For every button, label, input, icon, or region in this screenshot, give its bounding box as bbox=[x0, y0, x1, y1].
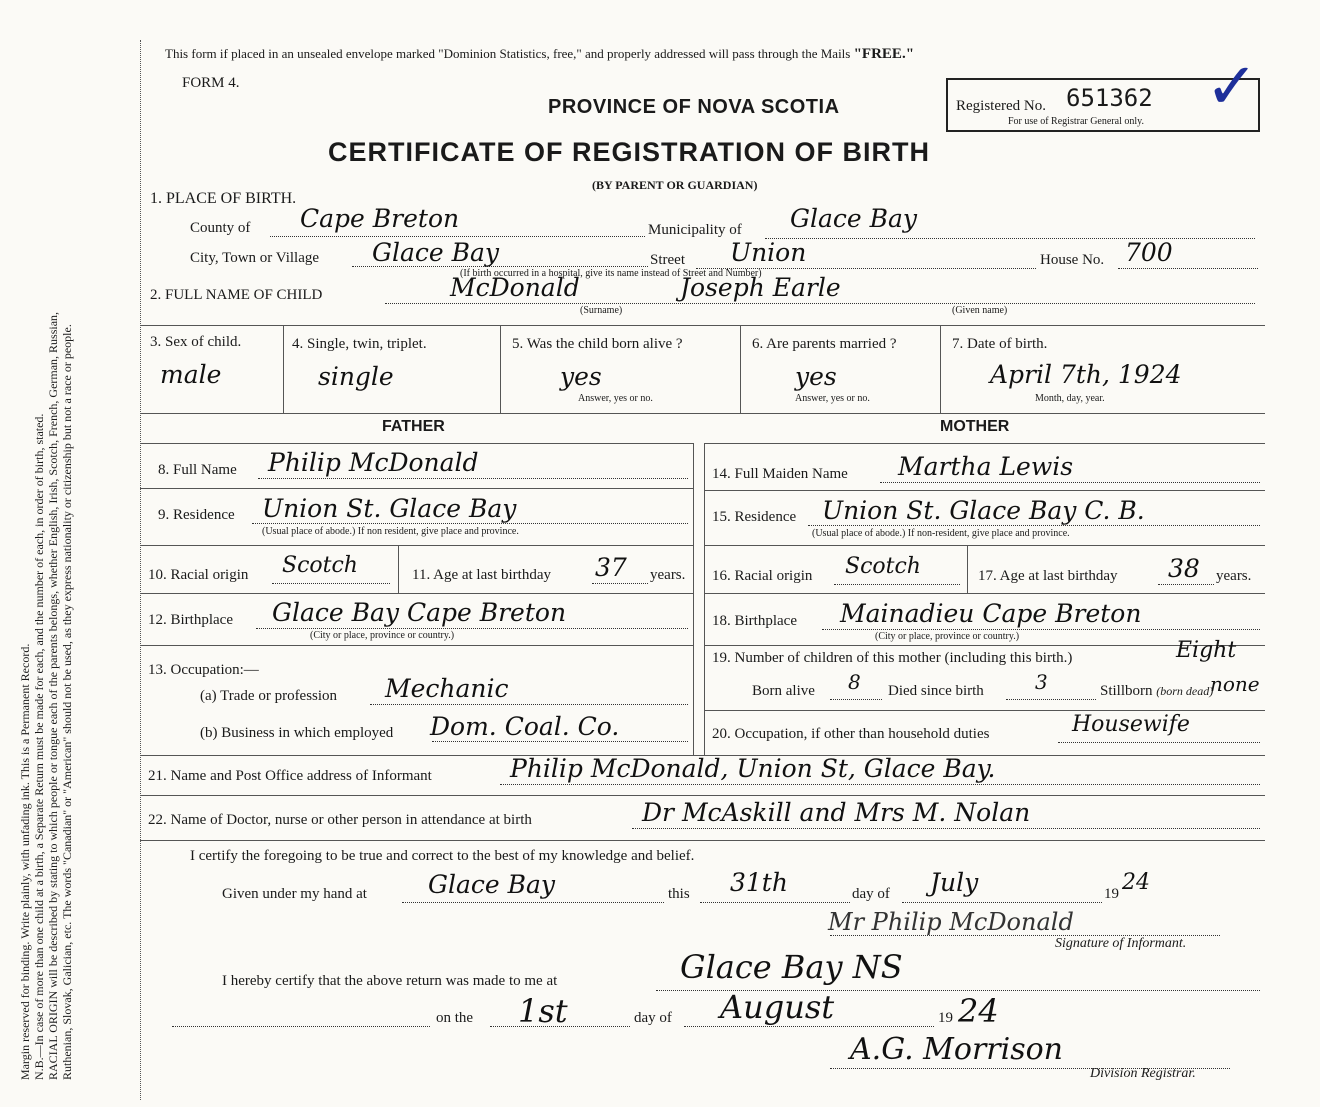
born-alive-value: 8 bbox=[848, 670, 861, 694]
registrar-note: For use of Registrar General only. bbox=[1008, 116, 1144, 127]
registration-month-value: August bbox=[720, 988, 835, 1026]
certificate-title: CERTIFICATE OF REGISTRATION OF BIRTH bbox=[328, 137, 930, 167]
registered-number: 651362 bbox=[1066, 84, 1153, 112]
registrar-label: Division Registrar. bbox=[1090, 1066, 1196, 1081]
father-residence-label: 9. Residence bbox=[158, 507, 235, 523]
doctor-label: 22. Name of Doctor, nurse or other person in attendance at birth bbox=[148, 812, 532, 828]
died-value: 3 bbox=[1035, 670, 1048, 694]
county-label: County of bbox=[190, 220, 251, 236]
registrar-signature: A.G. Morrison bbox=[850, 1032, 1064, 1067]
informant-value: Philip McDonald, Union St, Glace Bay. bbox=[510, 754, 996, 783]
informant-label: 21. Name and Post Office address of Informant bbox=[148, 768, 432, 784]
father-years-label: years. bbox=[650, 567, 686, 583]
mother-occupation-label: 20. Occupation, if other than household duties bbox=[712, 726, 990, 742]
mother-children-label: 19. Number of children of this mother (including this birth.) bbox=[712, 650, 1073, 666]
father-birthplace-label: 12. Birthplace bbox=[148, 612, 233, 628]
margin-notes bbox=[18, 20, 74, 1080]
informant-signature-label: Signature of Informant. bbox=[1055, 936, 1187, 951]
sex-value: male bbox=[160, 360, 222, 389]
mother-race-value: Scotch bbox=[845, 554, 921, 579]
street-value: Union bbox=[730, 238, 807, 267]
given-year-value: 24 bbox=[1122, 870, 1150, 895]
certificate-subtitle: (BY PARENT OR GUARDIAN) bbox=[592, 178, 758, 192]
mother-birthplace-label: 18. Birthplace bbox=[712, 613, 797, 629]
father-residence-value: Union St. Glace Bay bbox=[262, 494, 517, 523]
child-surname: McDonald bbox=[450, 273, 580, 302]
father-birthplace-value: Glace Bay Cape Breton bbox=[272, 598, 567, 627]
married-note: Answer, yes or no. bbox=[795, 393, 870, 404]
this-label: this bbox=[668, 886, 690, 902]
house-value: 700 bbox=[1125, 238, 1173, 267]
alive-note: Answer, yes or no. bbox=[578, 393, 653, 404]
father-race-value: Scotch bbox=[282, 553, 358, 578]
registered-label: Registered No. bbox=[956, 98, 1046, 114]
plurality-value: single bbox=[318, 362, 394, 391]
father-business-label: (b) Business in which employed bbox=[200, 725, 394, 741]
alive-value: yes bbox=[560, 362, 602, 391]
registrar-place-value: Glace Bay NS bbox=[680, 948, 903, 986]
registrar-statement: I hereby certify that the above return was made to me at bbox=[222, 973, 558, 989]
father-race-label: 10. Racial origin bbox=[148, 567, 249, 583]
mother-name-label: 14. Full Maiden Name bbox=[712, 466, 848, 482]
stillborn-value: none bbox=[1210, 672, 1260, 696]
municipality-label: Municipality of bbox=[648, 222, 742, 238]
mother-birthplace-value: Mainadieu Cape Breton bbox=[840, 599, 1142, 628]
margin-note: N.B.—In case of more than one child at a birth, a Separate Return must be made for each, and the number of each, in order of birth, stated. bbox=[32, 413, 46, 1080]
mother-age-label: 17. Age at last birthday bbox=[978, 568, 1118, 584]
child-name-label: 2. FULL NAME OF CHILD bbox=[150, 287, 323, 303]
married-label: 6. Are parents married ? bbox=[752, 336, 897, 352]
doctor-value: Dr McAskill and Mrs M. Nolan bbox=[642, 798, 1031, 827]
father-birthplace-note: (City or place, province or country.) bbox=[310, 630, 455, 641]
given-day-value: 31th bbox=[730, 868, 788, 897]
died-label: Died since birth bbox=[888, 683, 984, 699]
mother-residence-note: (Usual place of abode.) If non-resident, give place and province. bbox=[812, 528, 1070, 539]
given-name-note: (Given name) bbox=[952, 305, 1008, 316]
checkmark-icon: ✓ bbox=[1205, 50, 1259, 124]
father-age-value: 37 bbox=[595, 553, 627, 582]
registration-year-value: 24 bbox=[958, 992, 999, 1030]
hospital-note: (If birth occurred in a hospital, give its name instead of Street and Number) bbox=[460, 268, 762, 279]
margin-note: Ruthenian, Slovak, Galician, etc. The words "Canadian" or "American" should not be used, as they express nationality or citizenship but not a race or people. bbox=[60, 324, 74, 1080]
father-residence-note: (Usual place of abode.) If non resident, give place and province. bbox=[262, 526, 519, 537]
mother-age-value: 38 bbox=[1168, 554, 1200, 583]
on-the-label: on the bbox=[436, 1010, 474, 1026]
mother-residence-label: 15. Residence bbox=[712, 509, 797, 525]
form-number: FORM 4. bbox=[182, 75, 240, 91]
father-trade-value: Mechanic bbox=[385, 674, 509, 703]
given-place-value: Glace Bay bbox=[428, 870, 556, 899]
child-given-name: Joseph Earle bbox=[680, 273, 841, 302]
father-occupation-label: 13. Occupation:— bbox=[148, 662, 259, 678]
mother-residence-value: Union St. Glace Bay C. B. bbox=[822, 496, 1145, 525]
informant-signature: Mr Philip McDonald bbox=[828, 908, 1074, 936]
dob-note: Month, day, year. bbox=[1035, 393, 1105, 404]
married-value: yes bbox=[795, 362, 837, 391]
mother-name-value: Martha Lewis bbox=[898, 452, 1074, 481]
province-heading: PROVINCE OF NOVA SCOTIA bbox=[548, 96, 840, 118]
given-label: Given under my hand at bbox=[222, 886, 367, 902]
alive-label: 5. Was the child born alive ? bbox=[512, 336, 683, 352]
plurality-label: 4. Single, twin, triplet. bbox=[292, 336, 427, 352]
mother-children-value: Eight bbox=[1176, 638, 1237, 663]
mother-birthplace-note: (City or place, province or country.) bbox=[875, 631, 1020, 642]
father-business-value: Dom. Coal. Co. bbox=[430, 712, 620, 741]
surname-note: (Surname) bbox=[580, 305, 623, 316]
registration-day-value: 1st bbox=[518, 992, 568, 1030]
reg-year-prefix: 19 bbox=[938, 1010, 953, 1026]
binding-margin-line bbox=[140, 40, 141, 1100]
dob-label: 7. Date of birth. bbox=[952, 336, 1048, 352]
father-heading: FATHER bbox=[382, 418, 445, 435]
father-trade-label: (a) Trade or profession bbox=[200, 688, 338, 704]
place-of-birth-label: 1. PLACE OF BIRTH. bbox=[150, 190, 297, 207]
certify-statement: I certify the foregoing to be true and correct to the best of my knowledge and belief. bbox=[190, 848, 695, 864]
house-label: House No. bbox=[1040, 252, 1105, 268]
municipality-value: Glace Bay bbox=[790, 204, 918, 233]
dob-value: April 7th, 1924 bbox=[990, 360, 1182, 389]
reg-day-of-label: day of bbox=[634, 1010, 672, 1026]
city-value: Glace Bay bbox=[372, 238, 500, 267]
street-label: Street bbox=[650, 252, 685, 268]
county-value: Cape Breton bbox=[300, 204, 460, 233]
postal-notice: This form if placed in an unsealed envelope marked "Dominion Statistics, free," and properly addressed will pass through the Mails "FREE." bbox=[165, 46, 915, 62]
father-name-label: 8. Full Name bbox=[158, 462, 237, 478]
mother-occupation-value: Housewife bbox=[1072, 712, 1190, 737]
sex-label: 3. Sex of child. bbox=[150, 334, 242, 350]
mother-heading: MOTHER bbox=[940, 418, 1010, 435]
margin-note: RACIAL ORIGIN will be described by stating to which people or tongue each of the parents belongs, whether English, Irish, Scotch, French, German, Russian, bbox=[46, 311, 60, 1080]
mother-years-label: years. bbox=[1216, 568, 1252, 584]
day-of-label: day of bbox=[852, 886, 890, 902]
year-prefix: 19 bbox=[1104, 886, 1119, 902]
father-name-value: Philip McDonald bbox=[268, 448, 479, 477]
given-month-value: July bbox=[930, 868, 979, 897]
city-label: City, Town or Village bbox=[190, 250, 320, 266]
stillborn-label: Stillborn (born dead) bbox=[1100, 683, 1214, 699]
mother-race-label: 16. Racial origin bbox=[712, 568, 813, 584]
father-age-label: 11. Age at last birthday bbox=[412, 567, 551, 583]
born-alive-label: Born alive bbox=[752, 683, 815, 699]
margin-note: Margin reserved for binding. Write plainly, with unfading ink. This is a Permanent Record. bbox=[18, 643, 32, 1080]
